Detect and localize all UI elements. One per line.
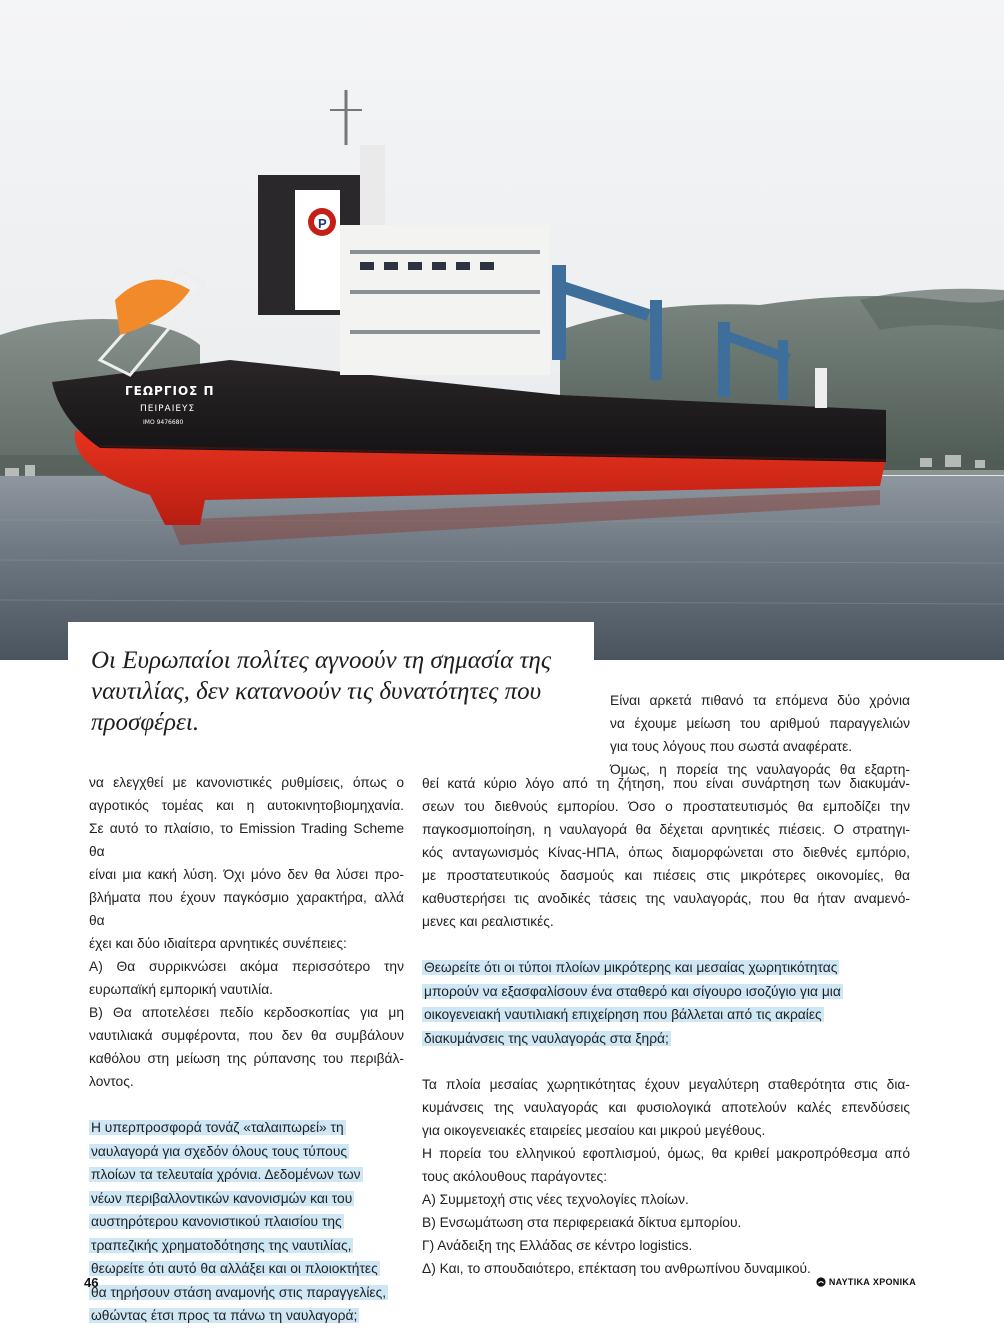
text-line: τους ακόλουθους παράγοντες: [422, 1169, 608, 1184]
text-line: καθυστερήσει τις ανοδικές τάσεις της ναυλαγοράς, που θα ήταν αναμενό- [422, 891, 910, 906]
text-line: κυμάνσεις της ναυλαγοράς και φυσιολογικά αποτελούν καλές επενδύσεις [422, 1100, 910, 1115]
magazine-name: ΝΑΥΤΙΚΑ ΧΡΟΝΙΚΑ [828, 1277, 916, 1287]
text-line: Τα πλοία μεσαίας χωρητικότητας έχουν μεγαλύτερη σταθερότητα στις δια- [422, 1077, 910, 1092]
ship-port-label: ΠΕΙΡΑΙΕΥΣ [140, 404, 196, 414]
text-line: Α) Θα συρρικνώσει ακόμα περισσότερο την [89, 959, 404, 974]
text-line: ευρωπαϊκή εμπορική ναυτιλία. [89, 982, 274, 997]
interview-question-left [89, 1116, 404, 1328]
question-line: μπορούν να εξασφαλίσουν ένα σταθερό και σίγουρο ισοζύγιο για μια [424, 983, 841, 999]
answer-intro-line: να έχουμε μείωση του αριθμού παραγγελιών [610, 716, 910, 731]
question-line: τραπεζικής χρηματοδότησης της ναυτιλίας, [91, 1237, 352, 1253]
text-line: καθόλου στη μείωση της ρύπανσης του περιβάλ- [89, 1051, 404, 1066]
funnel-letter: P [318, 216, 327, 231]
question-line: θεωρείτε ότι αυτό θα αλλάξει και οι πλοιοκτήτες [91, 1261, 378, 1276]
hero-photo-ship [0, 0, 1004, 660]
answer-intro [610, 689, 910, 781]
text-line: θεί κατά κύριο λόγο από τη ζήτηση, που είναι συνάρτηση των διακυμάν- [422, 776, 910, 791]
text-line: έχει και δύο ιδιαίτερα αρνητικές συνέπειες: [89, 936, 347, 951]
answer-intro-line: Είναι αρκετά πιθανό τα επόμενα δύο χρόνια [610, 693, 910, 708]
list-item: Α) Συμμετοχή στις νέες τεχνολογίες πλοίων. [422, 1192, 689, 1207]
list-item: Γ) Ανάδειξη της Ελλάδας σε κέντρο logistics. [422, 1238, 693, 1253]
list-item: Β) Ενσωμάτωση στα περιφερειακά δίκτυα εμπορίου. [422, 1215, 742, 1230]
ship-imo-label: IMO 9476680 [143, 419, 184, 426]
text-line: Β) Θα αποτελέσει πεδίο κερδοσκοπίας για μη [89, 1005, 404, 1020]
question-line: οικογενειακή ναυτιλιακή επιχείρηση που βάλλεται από τις ακραίες [424, 1007, 822, 1022]
page-number: 46 [84, 1275, 99, 1290]
list-item: Δ) Και, το σπουδαιότερο, επέκταση του ανθρωπίνου δυναμικού. [422, 1261, 811, 1276]
ship-name-label: ΓΕΩΡΓΙΟΣ Π [125, 384, 215, 398]
right-column [422, 772, 910, 1280]
text-line: να ελεγχθεί με κανονιστικές ρυθμίσεις, όπως ο [89, 775, 404, 790]
interview-question-right [422, 956, 910, 1050]
question-line: θα τηρήσουν στάση αναμονής στις παραγγελίες, [91, 1284, 387, 1300]
question-line: πλοίων τα τελευταία χρόνια. Δεδομένων των [91, 1167, 361, 1182]
question-line: Η υπερπροσφορά τονάζ «ταλαιπωρεί» τη [91, 1120, 344, 1135]
text-line: Η πορεία του ελληνικού εφοπλισμού, όμως, θα κριθεί μακροπρόθεσμα από [422, 1146, 910, 1161]
question-line: διακυμάνσεις της ναυλαγοράς στα ξηρά; [424, 1030, 669, 1046]
text-line: λοντος. [89, 1074, 134, 1089]
question-line: αυστηρότερου κανονιστικού πλαισίου της [91, 1214, 342, 1229]
pull-quote: Οι Ευρωπαίοι πολίτες αγνοούν τη σημασία της ναυτιλίας, δεν κατανοούν τις δυνατότητες που προσφέρει. [91, 647, 551, 736]
footer-brand [816, 1277, 916, 1287]
text-line: σεων του διεθνούς εμπορίου. Όσο ο προστατευτισμός θα εμποδίζει την [422, 799, 910, 814]
text-line: κός ανταγωνισμός Κίνας-ΗΠΑ, όπως διαμορφώνεται στο διεθνές εμπόριο, [422, 845, 910, 860]
answer-intro-line: Όμως, η πορεία της ναυλαγοράς θα εξαρτη- [610, 762, 910, 777]
left-column [89, 771, 404, 1328]
text-line: ναυτιλιακά συμφέροντα, που δεν θα συμβάλουν [89, 1028, 404, 1043]
text-line: μενες και ρεαλιστικές. [422, 914, 554, 929]
text-line: για οικογενειακές εταιρείες μεσαίου και μικρού μεγέθους. [422, 1123, 766, 1138]
question-line: ναυλαγορά για σχεδόν όλους τους τύπους [91, 1143, 348, 1159]
magazine-logo-icon [816, 1277, 826, 1287]
text-line: με προστατευτικούς δασμούς και πιέσεις στις μικρότερες οικονομίες, θα [422, 868, 910, 883]
text-line: βλήματα που έχουν παγκόσμιο χαρακτήρα, αλλά θα [89, 890, 404, 928]
text-line: αγροτικός τομέας και η αυτοκινητοβιομηχανία. [89, 798, 404, 813]
question-line: Θεωρείτε ότι οι τύποι πλοίων μικρότερης και μεσαίας χωρητικότητας [424, 960, 838, 975]
question-line: ωθώντας έτσι προς τα πάνω τη ναυλαγορά; [91, 1308, 358, 1323]
answer-intro-line: για τους λόγους που σωστά αναφέρατε. [610, 739, 853, 754]
text-line: είναι μια κακή λύση. Όχι μόνο δεν θα λύσει προ- [89, 867, 404, 882]
text-line: Σε αυτό το πλαίσιο, το Emission Trading Scheme θα [89, 821, 404, 859]
question-line: νέων περιβαλλοντικών κανονισμών και του [91, 1190, 353, 1206]
text-line: παγκοσμιοποίηση, η ναυλαγορά θα δέχεται αρνητικές πιέσεις. Ο στρατηγι- [422, 822, 910, 837]
